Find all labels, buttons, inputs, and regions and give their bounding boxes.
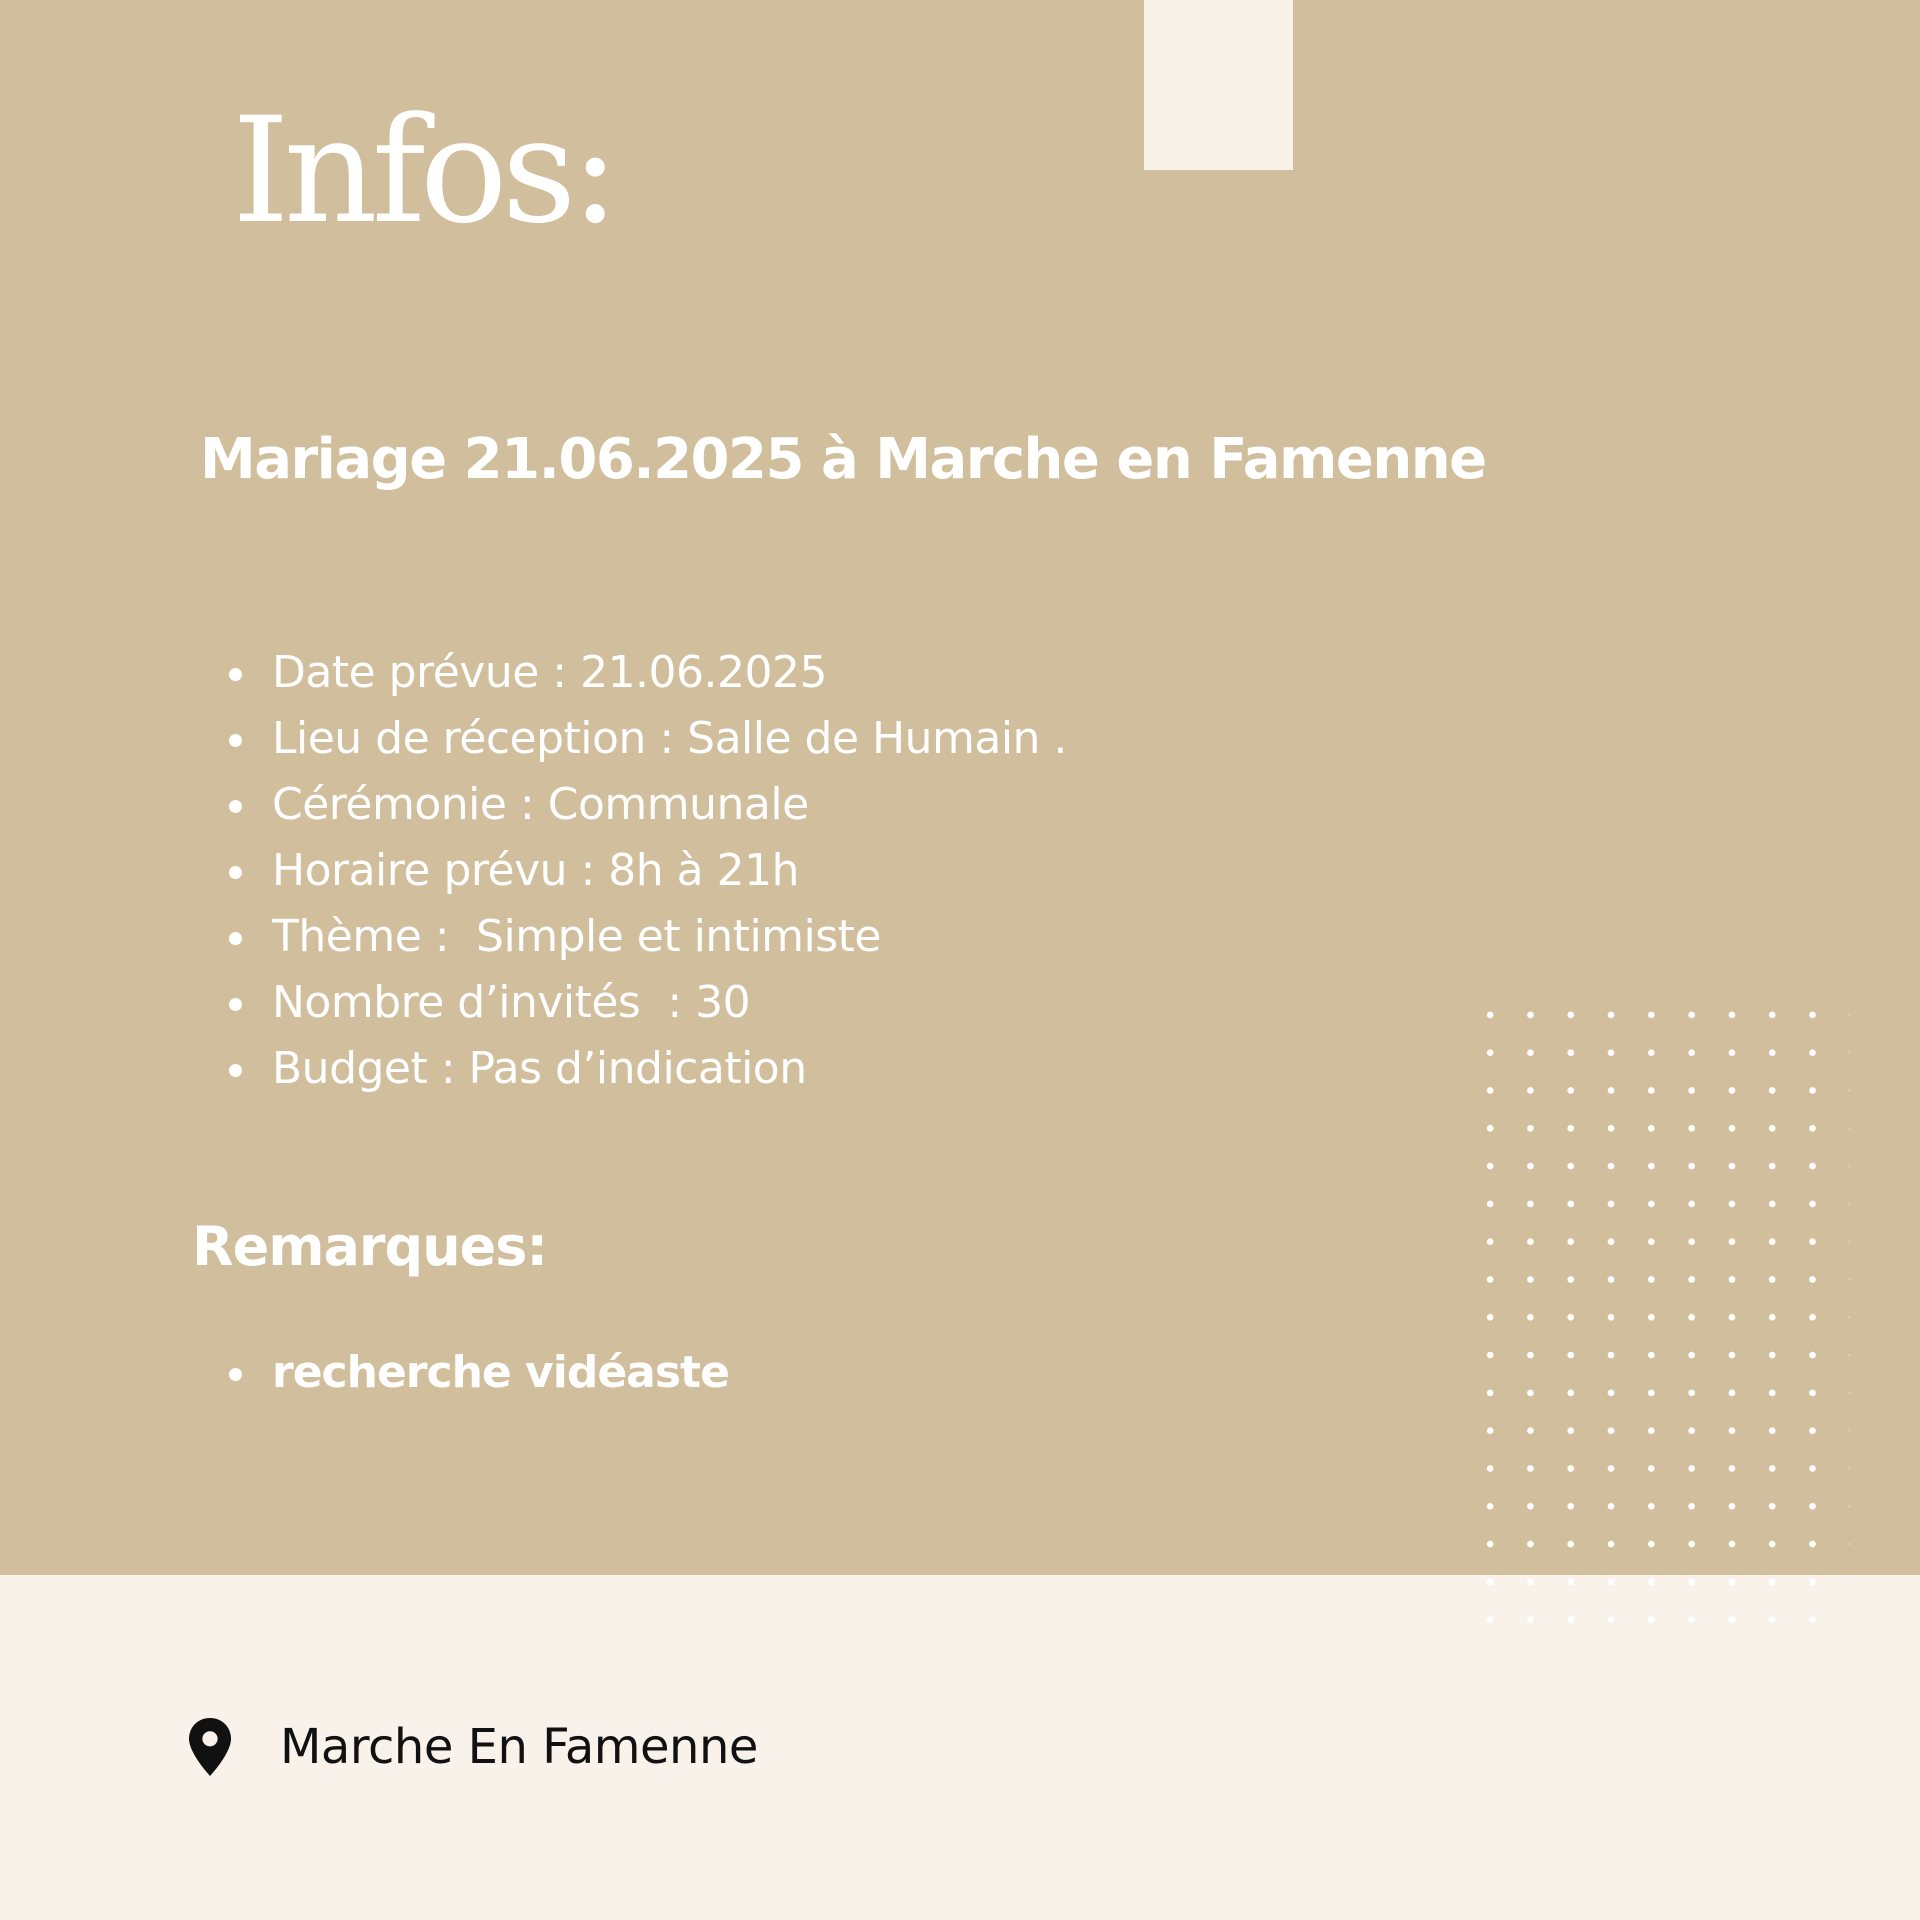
detail-budget: Budget : Pas d’indication: [272, 1043, 807, 1094]
detail-guests: Nombre d’invités : 30: [272, 977, 751, 1028]
bullet-icon: [229, 998, 242, 1011]
detail-venue: Lieu de réception : Salle de Humain .: [272, 713, 1067, 764]
detail-date: Date prévue : 21.06.2025: [272, 647, 827, 698]
bullet-icon: [229, 800, 242, 813]
detail-ceremony: Cérémonie : Communale: [272, 779, 809, 830]
detail-theme: Thème : Simple et intimiste: [272, 911, 882, 962]
decorative-tab: [1144, 0, 1293, 170]
location-pin-icon: [186, 1718, 234, 1776]
bullet-icon: [229, 1368, 242, 1381]
bullet-icon: [229, 866, 242, 879]
page-title: Infos:: [232, 86, 614, 256]
detail-item: [224, 904, 1067, 970]
remark-text: recherche vidéaste: [272, 1347, 729, 1398]
bullet-icon: [229, 932, 242, 945]
bullet-icon: [229, 734, 242, 747]
detail-item: [224, 706, 1067, 772]
bullet-icon: [229, 668, 242, 681]
detail-item: [224, 1036, 1067, 1102]
remarks-list: [224, 1340, 729, 1406]
detail-item: [224, 838, 1067, 904]
location-text: Marche En Famenne: [280, 1719, 758, 1775]
detail-item: [224, 970, 1067, 1036]
detail-schedule: Horaire prévu : 8h à 21h: [272, 845, 799, 896]
bullet-icon: [229, 1064, 242, 1077]
remarks-heading: Remarques:: [192, 1215, 548, 1278]
detail-item: [224, 640, 1067, 706]
remark-item: [224, 1340, 729, 1406]
details-list: [224, 640, 1067, 1102]
detail-item: [224, 772, 1067, 838]
event-subtitle: Mariage 21.06.2025 à Marche en Famenne: [200, 427, 1486, 492]
